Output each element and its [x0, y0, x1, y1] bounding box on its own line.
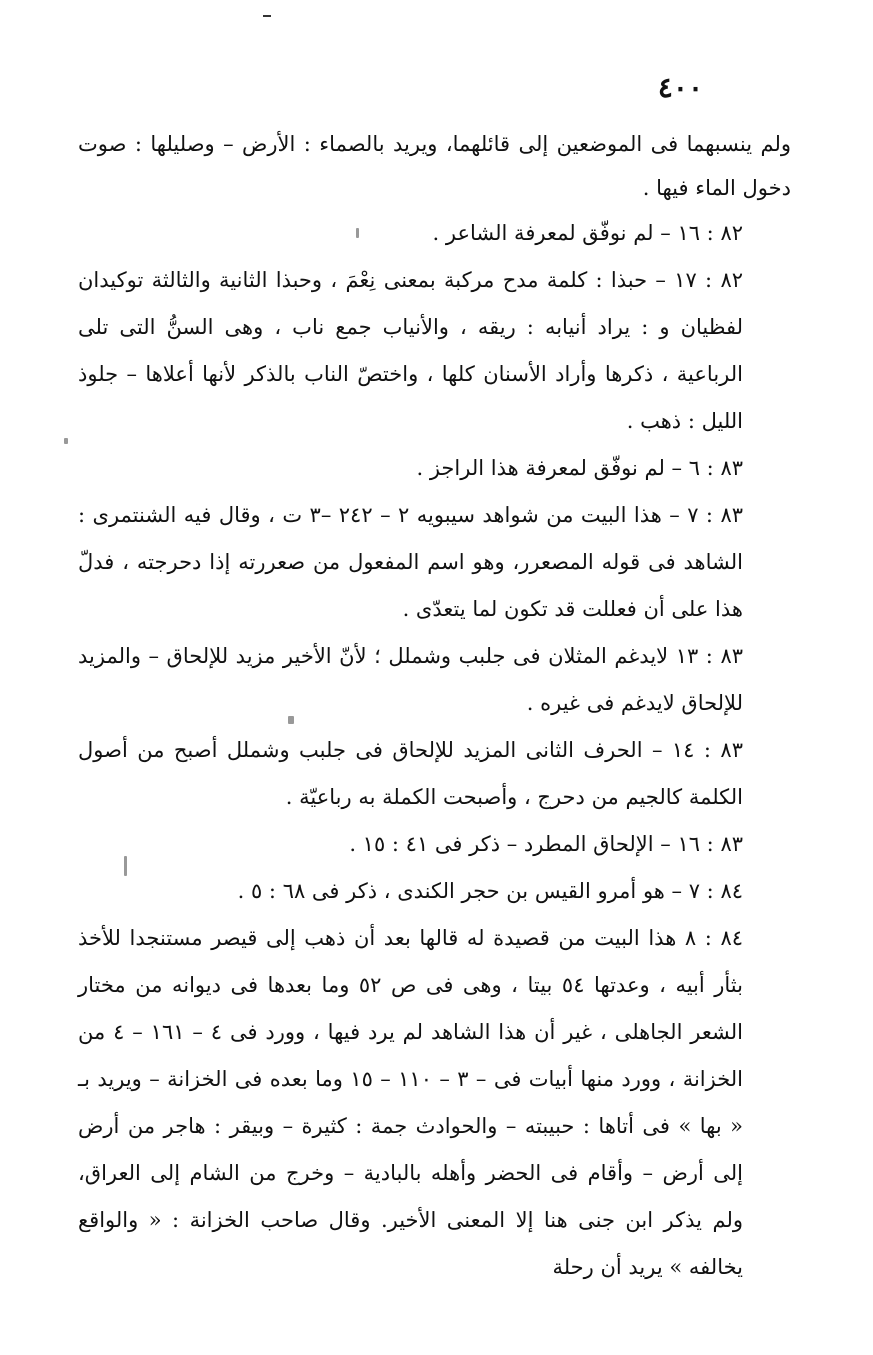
note-83-16: ٨٣ : ١٦ – الإلحاق المطرد – ذكر فى ٤١ : ١٥ . [349, 832, 743, 856]
note-84-8: ٨٤ : ٨ هذا البيت من قصيدة له قالها بعد أن ذهب إلى قيصر مستنجدا للأخذ بثأر أبيه ، وعدتها ٥٤ بيتا ، وهى فى ص ٥٢ وما بعدها فى ديوانه من مختار الشعر الجاهلى ، غير أن هذا الشاهد لم يرد فيها ، وورد فى ٤ – ١٦١ – ٤ من الخزانة ، وورد منها أبيات فى – ٣ – ١١٠ – ١٥ وما بعده فى الخزانة – ويريد بـ « بها » فى أتاها : حبيبته – والحوادث جمة : كثيرة – وبيقر : هاجر من أرض إلى أرض – وأقام فى الحضر وأهله بالبادية – وخرج من الشام إلى العراق، ولم يذكر ابن جنى هنا إلا المعنى الأخير. وقال صاحب الخزانة : « والواقع يخالفه » يريد أن رحلة [78, 926, 744, 1279]
notes-body [78, 122, 791, 1291]
note-83-14: ٨٣ : ١٤ – الحرف الثانى المزيد للإلحاق فى جلبب وشملل أصبح من أصول الكلمة كالجيم من دحرج ، وأصبحت الكملة به رباعيّة . [78, 738, 743, 809]
note-82-17: ٨٢ : ١٧ – حبذا : كلمة مدح مركبة بمعنى نِعْمَ ، وحبذا الثانية والثالثة توكيدان لفظيان و : يراد أنيابه : ريقه ، والأنياب جمع ناب ، وهى السنُّ التى تلى الرباعية ، ذكرها وأراد الأسنان كلها ، واختصّ الناب بالذكر لأنها أعلاها – جلوذ الليل : ذهب . [78, 268, 743, 433]
note-83-13: ٨٣ : ١٣ لايدغم المثلان فى جلبب وشملل ؛ لأنّ الأخير مزيد للإلحاق – والمزيد للإلحاق لايدغم فى غيره . [78, 644, 743, 715]
note-83-7: ٨٣ : ٧ – هذا البيت من شواهد سيبويه ٢ – ٢٤٢ –٣ ت ، وقال فيه الشنتمرى : الشاهد فى قوله المصعرر، وهو اسم المفعول من صعررته إذا دحرجته ، فدلّ هذا على أن فعللت قد تكون لما يتعدّى . [78, 503, 743, 621]
scan-speck [288, 716, 294, 724]
note-84-7: ٨٤ : ٧ – هو أمرو القيس بن حجر الكندى ، ذكر فى ٦٨ : ٥ . [237, 879, 743, 903]
scan-speck [356, 228, 359, 238]
page-number: ٤٠٠ [657, 71, 703, 104]
scan-speck [124, 856, 127, 876]
top-mark [263, 15, 271, 17]
note-83-6: ٨٣ : ٦ – لم نوفّق لمعرفة هذا الراجز . [416, 456, 743, 480]
note-82-16: ٨٢ : ١٦ – لم نوفّق لمعرفة الشاعر . [432, 221, 743, 245]
note-continuation: ولم ينسبهما فى الموضعين إلى قائلهما، ويريد بالصماء : الأرض – وصليلها : صوت دخول الماء فيها . [78, 132, 791, 200]
scan-speck [64, 438, 68, 444]
